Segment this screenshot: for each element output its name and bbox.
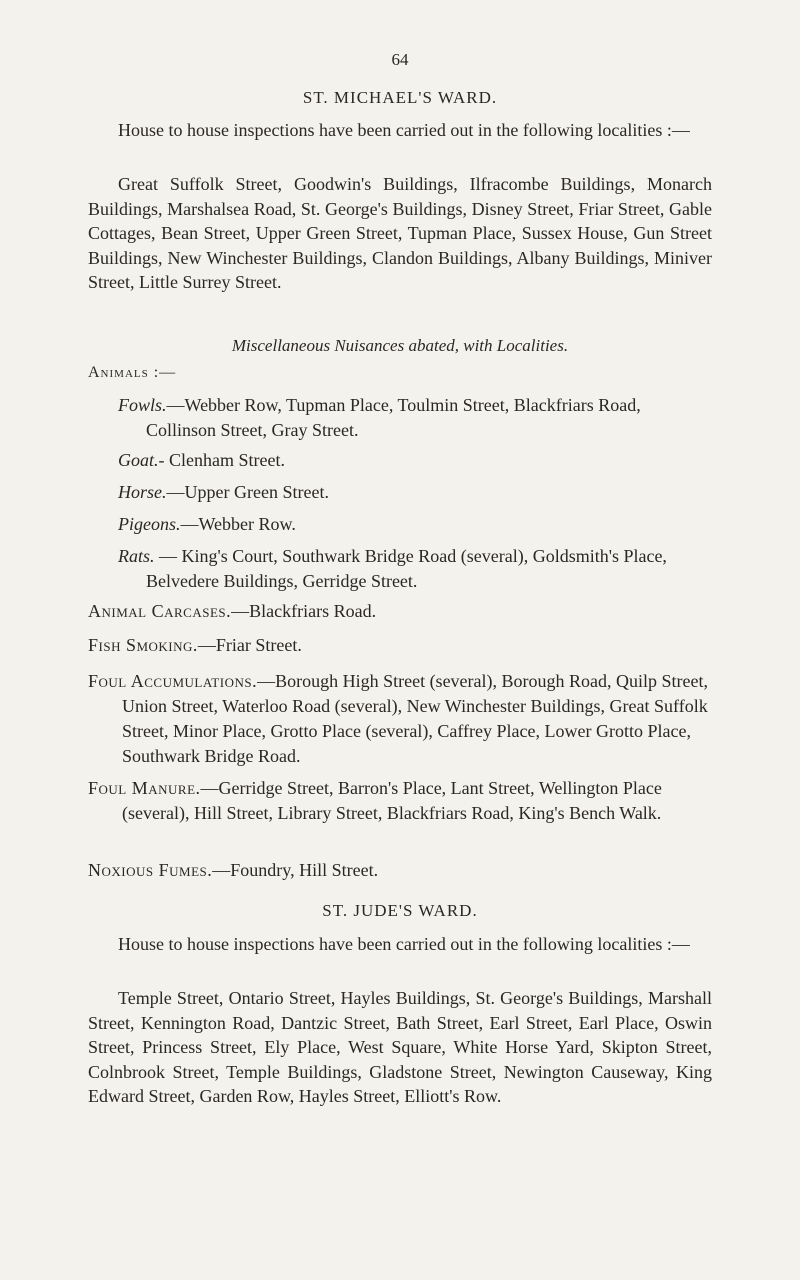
entry-foul-manure [88,776,712,826]
entry-text: Webber Row. [198,514,296,534]
entry-text: Foundry, Hill Street. [230,860,379,880]
entry-label: Fish Smoking. [88,635,198,655]
entry-label: Rats. [118,546,155,566]
st-michaels-intro: House to house inspections have been carried out in the following localities :— [118,120,690,140]
entry-separator: — [180,514,199,534]
entry-noxious-fumes [88,858,712,883]
entry-label: Goat. [118,450,159,470]
entry-label: Animal Carcases. [88,601,232,621]
entry-label: Foul Accumulations. [88,671,258,691]
st-judes-heading: ST. JUDE'S WARD. [322,901,478,920]
entry-separator: — [197,635,216,655]
entry-label: Horse. [118,482,167,502]
entry-horse [118,480,712,505]
entry-label: Fowls. [118,395,167,415]
entry-separator: - [158,450,169,470]
entry-text: Borough High Street (several), Borough Road, Quilp Street, Union Street, Waterloo Road (several), New Winchester Buildings, Great Suffolk Street, Minor Place, Grotto Place (several), Caffrey Place, Lower Grotto Place, Southwark Bridge Road. [122,671,709,766]
entry-text: King's Court, Southwark Bridge Road (several), Goldsmith's Place, Belvedere Buildings, Gerridge Street. [146,546,667,591]
nuisances-heading: Miscellaneous Nuisances abated, with Localities. [231,336,569,355]
entry-separator: — [154,546,182,566]
entry-rats [118,544,712,594]
entry-separator: — [166,482,185,502]
entry-label: Foul Manure. [88,778,201,798]
entry-separator: — [200,778,219,798]
st-michaels-heading: ST. MICHAEL'S WARD. [302,88,498,107]
entry-label: Pigeons. [118,514,181,534]
entry-fowls [118,393,712,443]
entry-label: Noxious Fumes. [88,860,213,880]
st-michaels-localities: Great Suffolk Street, Goodwin's Buildings, Ilfracombe Buildings, Monarch Buildings, Marshalsea Road, St. George's Buildings, Disney Street, Friar Street, Gable Cottages, Bean Street, Upper Green Street, Tupman Place, Sussex House, Gun Street Buildings, New Winchester Buildings, Clandon Buildings, Albany Buildings, Miniver Street, Little Surrey Street. [88,174,712,292]
entry-pigeons [118,512,712,537]
entry-separator: — [257,671,276,691]
entry-foul-accumulations [88,669,712,769]
entry-separator: — [166,395,185,415]
entry-fish-smoking [88,633,712,658]
entry-text: Friar Street. [215,635,302,655]
st-judes-intro: House to house inspections have been carried out in the following localities :— [118,934,690,954]
animals-label: Animals :— [88,364,177,381]
page-number: 64 [391,50,409,69]
entry-separator: — [231,601,250,621]
st-judes-localities: Temple Street, Ontario Street, Hayles Buildings, St. George's Buildings, Marshall Street, Kennington Road, Dantzic Street, Bath Street, Earl Street, Earl Place, Oswin Street, Princess Street, Ely Place, West Square, White Horse Yard, Skipton Street, Colnbrook Street, Temple Buildings, Gladstone Street, Newington Causeway, King Edward Street, Garden Row, Hayles Street, Elliott's Row. [88,988,712,1106]
entry-text: Webber Row, Tupman Place, Toulmin Street, Blackfriars Road, Collinson Street, Gray Street. [146,395,641,440]
entry-goat [118,448,712,473]
entry-animal-carcases [88,599,712,624]
entry-text: Blackfriars Road. [249,601,377,621]
entry-separator: — [212,860,231,880]
entry-text: Upper Green Street. [184,482,329,502]
entry-text: Gerridge Street, Barron's Place, Lant Street, Wellington Place (several), Hill Street, Library Street, Blackfriars Road, King's Bench Walk. [122,778,662,823]
entry-text: Clenham Street. [169,450,285,470]
